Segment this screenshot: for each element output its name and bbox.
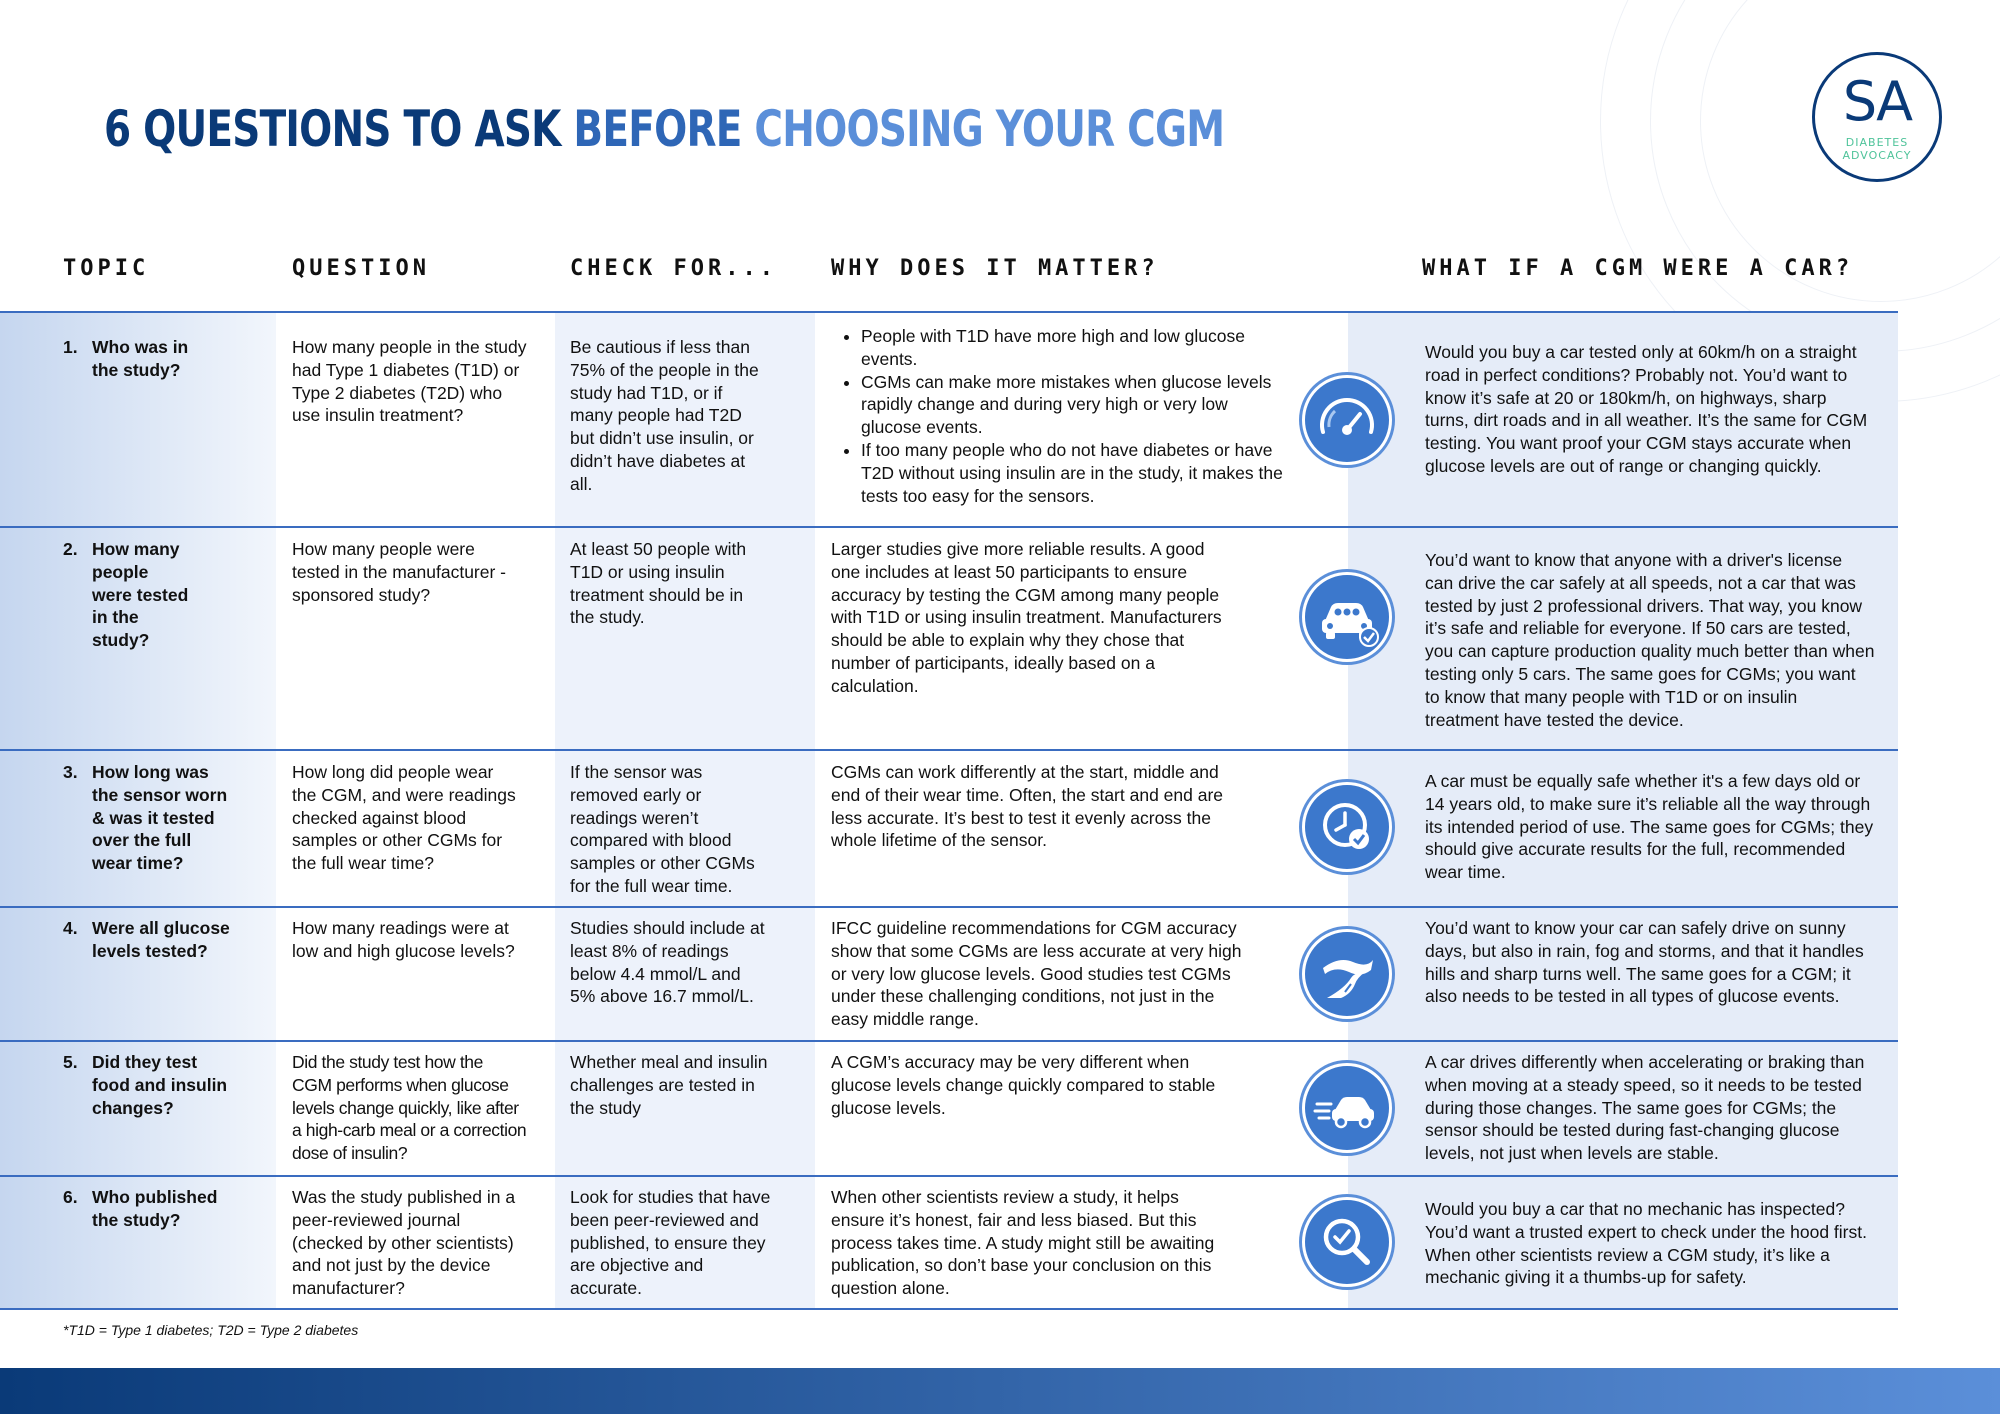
row-number: 1.: [63, 337, 78, 357]
clock-check-icon: [1302, 782, 1392, 872]
header-why-it-matters: WHY DOES IT MATTER?: [831, 256, 1159, 281]
logo-line-1: DIABETES: [1845, 136, 1909, 149]
row-number: 6.: [63, 1187, 78, 1207]
row-check-for: Be cautious if less than 75% of the people in the study had T1D, or if many people had T2D but didn’t use insulin, or didn’t have diabetes at all.: [570, 337, 759, 494]
row-car-analogy: Would you buy a car that no mechanic has inspected? You’d want a trusted expert to check under the hood first. When other scientists review a CGM study, it’s like a mechanic giving it a thumbs-up for safety.: [1425, 1199, 1867, 1288]
footer-band: [0, 1368, 2000, 1414]
table-row: [0, 1042, 1898, 1175]
row-question: How many readings were at low and high glucose levels?: [292, 918, 515, 961]
logo-line-2: ADVOCACY: [1842, 149, 1912, 162]
header-check-for: CHECK FOR...: [570, 256, 777, 281]
row-topic: Were all glucose levels tested?: [92, 918, 230, 961]
table-row: [0, 528, 1898, 749]
car-passengers-icon: [1302, 572, 1392, 662]
row-question: How many people in the study had Type 1 diabetes (T1D) or Type 2 diabetes (T2D) who use insulin treatment?: [292, 337, 527, 426]
header-topic: TOPIC: [63, 256, 150, 281]
why-bullet-list: [831, 325, 1291, 507]
row-why-it-matters: CGMs can work differently at the start, middle and end of their wear time. Often, the start and end are less accurate. It’s best to test it evenly across the whole lifetime of the sensor.: [831, 762, 1224, 851]
row-check-for: If the sensor was removed early or readings weren’t compared with blood samples or other CGMs for the full wear time.: [570, 762, 755, 896]
fast-car-icon: [1302, 1063, 1392, 1153]
title-part-2: BEFORE: [573, 100, 755, 158]
table-row: [0, 751, 1898, 906]
row-topic: Did they test food and insulin changes?: [92, 1052, 228, 1118]
why-bullet: • People with T1D have more high and low glucose events.: [861, 325, 1291, 371]
row-check-for: Whether meal and insulin challenges are tested in the study: [570, 1052, 768, 1118]
row-topic: How long was the sensor worn & was it tested over the full wear time?: [92, 762, 228, 874]
speedometer-icon: [1302, 375, 1392, 465]
header-cgm-car: WHAT IF A CGM WERE A CAR?: [1422, 256, 1854, 281]
row-why-it-matters: When other scientists review a study, it helps ensure it’s honest, fair and less biased. But this process takes time. A study might still be awaiting publication, so don’t base your conclusion on this question alone.: [831, 1187, 1215, 1299]
row-car-analogy: A car must be equally safe whether it's a few days old or 14 years old, to make sure it’s reliable all the way through its intended period of use. The same goes for CGMs; they should give accurate results for the full, recommended wear time.: [1425, 771, 1874, 883]
footnote: *T1D = Type 1 diabetes; T2D = Type 2 diabetes: [63, 1322, 359, 1338]
row-topic: Who published the study?: [92, 1187, 218, 1230]
table-row: [0, 1177, 1898, 1308]
row-topic: How many people were tested in the study?: [92, 539, 189, 651]
why-bullet: • If too many people who do not have diabetes or have T2D without using insulin are in the study, it makes the tests too easy for the sensors.: [861, 439, 1291, 507]
table-row: [0, 313, 1898, 526]
row-car-analogy: You’d want to know your car can safely drive on sunny days, but also in rain, fog and storms, and that it handles hills and sharp turns well. The same goes for a CGM; it also needs to be tested in all types of glucose events.: [1425, 918, 1864, 1007]
row-check-for: Studies should include at least 8% of readings below 4.4 mmol/L and 5% above 16.7 mmol/L.: [570, 918, 765, 1007]
page-title: [104, 100, 1224, 158]
row-number: 2.: [63, 539, 78, 559]
row-car-analogy: Would you buy a car tested only at 60km/h on a straight road in perfect conditions? Probably not. You’d want to know it’s safe at 20 or 180km/h, on highways, sharp turns, dirt roads and in all weather. It’s the same for CGM testing. You want proof your CGM stays accurate when glucose levels are out of range or changing quickly.: [1425, 342, 1868, 476]
row-car-analogy: A car drives differently when accelerating or braking than when moving at a steady speed, so it needs to be tested during those changes. The same goes for CGMs; the sensor should be tested during fast-changing glucose levels, not just when levels are stable.: [1425, 1052, 1865, 1164]
logo-subtitle: [1812, 136, 1942, 162]
magnifier-check-icon: [1302, 1197, 1392, 1287]
row-topic: Who was in the study?: [92, 337, 189, 380]
row-number: 3.: [63, 762, 78, 782]
row-divider: [0, 1308, 1898, 1310]
row-check-for: At least 50 people with T1D or using insulin treatment should be in the study.: [570, 539, 747, 628]
row-why-it-matters: [831, 325, 1291, 507]
row-question: How long did people wear the CGM, and were readings checked against blood samples or other CGMs for the full wear time?: [292, 762, 516, 874]
row-why-it-matters: Larger studies give more reliable results. A good one includes at least 50 participants to ensure accuracy by testing the CGM among many people with T1D or using insulin treatment. Manufacturers should be able to explain why they chose that number of participants, ideally based on a calculation.: [831, 539, 1222, 696]
logo-mark: SA: [1842, 70, 1912, 133]
row-question: Was the study published in a peer-reviewed journal (checked by other scientists) and not just by the device manufacturer?: [292, 1187, 516, 1299]
row-number: 4.: [63, 918, 78, 938]
row-why-it-matters: A CGM’s accuracy may be very different when glucose levels change quickly compared to stable glucose levels.: [831, 1052, 1216, 1118]
row-question: How many people were tested in the manufacturer -sponsored study?: [292, 539, 506, 605]
title-part-3: CHOOSING YOUR CGM: [754, 100, 1225, 158]
row-number: 5.: [63, 1052, 78, 1072]
row-question: Did the study test how the CGM performs when glucose levels change quickly, like after a high-carb meal or a correction dose of insulin?: [292, 1052, 527, 1164]
winding-road-icon: [1302, 929, 1392, 1019]
table-row: [0, 908, 1898, 1040]
row-car-analogy: You’d want to know that anyone with a driver's license can drive the car safely at all speeds, not a car that was tested by just 2 professional drivers. That way, you know it’s safe and reliable for everyone. If 50 cars are tested, you can capture production quality much better than when testing only 5 cars. The same goes for CGMs; you want to know that many people with T1D or on insulin treatment have tested the device.: [1425, 550, 1875, 730]
sa-diabetes-advocacy-logo: [1812, 52, 1944, 184]
row-check-for: Look for studies that have been peer-reviewed and published, to ensure they are objective and accurate.: [570, 1187, 771, 1299]
title-part-1: 6 QUESTIONS TO ASK: [104, 100, 574, 158]
header-question: QUESTION: [292, 256, 430, 281]
why-bullet: • CGMs can make more mistakes when glucose levels rapidly change and during very high or very low glucose events.: [861, 371, 1291, 439]
row-why-it-matters: IFCC guideline recommendations for CGM accuracy show that some CGMs are less accurate at very high or very low glucose levels. Good studies test CGMs under these challenging conditions, not just in the easy middle range.: [831, 918, 1242, 1030]
